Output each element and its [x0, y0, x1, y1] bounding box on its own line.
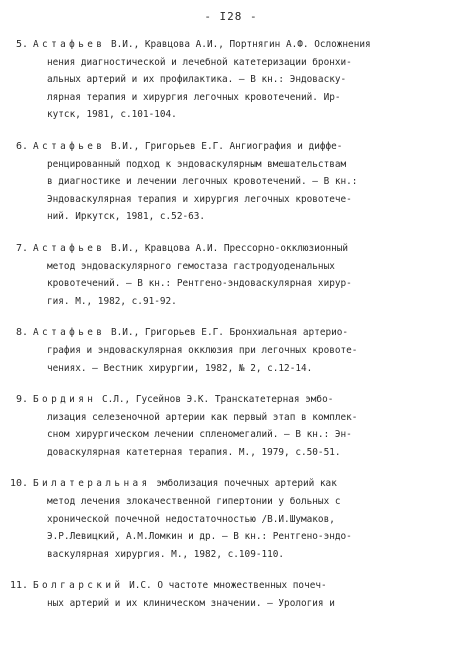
entry-line: ренцированный подход к эндоваскулярным вмешательствам: [47, 158, 347, 170]
page-number: - I28 -: [204, 10, 258, 23]
entry-text: эмболизация почечных артерий как: [150, 478, 337, 490]
entry-line: [33, 240, 433, 258]
bibliography-entry-8: [0, 324, 462, 377]
entry-line: [33, 324, 433, 342]
entry-line: [33, 577, 433, 595]
entry-number: 5.: [15, 39, 28, 50]
entry-author: Астафьев: [33, 242, 106, 254]
entry-line: ний. Иркутск, 1981, с.52-63.: [47, 211, 206, 223]
bibliography-entry-10: [0, 475, 462, 563]
entry-text: С.Л., Гусейнов Э.К. Транскатетерная эмбо-: [96, 394, 334, 406]
entry-line: Эндоваскулярная терапия и хирургия легочных кровотече-: [47, 193, 352, 205]
entry-line: лизация селезеночной артерии как первый этап в комплек-: [47, 411, 358, 423]
bibliography-entry-6: [0, 138, 462, 226]
entry-number: 6.: [15, 140, 28, 152]
entry-line: ных артерий и их клиническом значении. – Урология и: [47, 598, 335, 610]
bibliography-entry-7: [0, 240, 462, 310]
entry-line: графия и эндоваскулярная окклюзия при легочных кровоте-: [47, 344, 358, 356]
entry-line: [33, 475, 433, 493]
entry-number: 7.: [15, 242, 28, 254]
entry-line: в диагностике и лечении легочных кровотечений. – В кн.:: [47, 176, 358, 188]
entry-author: Билатеральная: [33, 478, 151, 490]
bibliography-list: [0, 36, 462, 627]
entry-line: [33, 138, 433, 156]
entry-line: Э.Р.Левицкий, А.М.Ломкин и др. – В кн.: Рентгено-эндо-: [47, 531, 352, 543]
entry-number: 8.: [15, 327, 28, 339]
entry-author: Астафьев: [33, 327, 106, 339]
entry-author: Астафьев: [33, 39, 106, 50]
entry-number: 9.: [15, 394, 28, 406]
entry-line: метод эндоваскулярного гемостаза гастродуоденальных: [47, 260, 335, 272]
entry-line: васкулярная хирургия. М., 1982, с.109-110.: [47, 548, 285, 560]
entry-text: В.И., Кравцова А.И. Прессорно-окклюзионный: [105, 242, 349, 254]
entry-line: метод лечения злокачественной гипертонии у больных с: [47, 496, 341, 508]
entry-line: нения диагностической и лечебной катетеризации бронхи-: [47, 56, 352, 68]
entry-number: 11.: [9, 580, 28, 592]
entry-author: Болгарский: [33, 580, 124, 592]
entry-line: [33, 36, 433, 54]
entry-line: лярная терапия и хирургия легочных кровотечений. Ир-: [47, 91, 341, 103]
entry-text: В.И., Кравцова А.И., Портнягин А.Ф. Осложнения: [105, 39, 371, 50]
entry-text: И.С. О частоте множественных почеч-: [123, 580, 327, 592]
entry-text: В.И., Григорьев Е.Г. Бронхиальная артерио-: [105, 327, 349, 339]
entry-author: Астафьев: [33, 140, 106, 152]
entry-author: Бордиян: [33, 394, 97, 406]
entry-number: 10.: [9, 478, 28, 490]
entry-line: гия. М., 1982, с.91-92.: [47, 295, 177, 307]
bibliography-entry-9: [0, 391, 462, 461]
entry-line: кровотечений. – В кн.: Рентгено-эндоваскулярная хирур-: [47, 278, 352, 290]
entry-line: чениях. – Вестник хирургии, 1982, № 2, с.12-14.: [47, 362, 313, 374]
entry-line: сном хирургическом лечении спленомегалий. – В кн.: Эн-: [47, 429, 352, 441]
bibliography-entry-11: [0, 577, 462, 612]
entry-line: [33, 391, 433, 409]
entry-line: доваскулярная катетерная терапия. М., 1979, с.50-51.: [47, 446, 341, 458]
entry-text: В.И., Григорьев Е.Г. Ангиография и диффе-: [105, 140, 343, 152]
entry-line: кутск, 1981, с.101-104.: [47, 109, 177, 121]
entry-line: хронической почечной недостаточностью /В.И.Шумаков,: [47, 513, 335, 525]
bibliography-entry-5: [0, 36, 462, 124]
entry-line: альных артерий и их профилактика. – В кн.: Эндоваску-: [47, 74, 347, 86]
